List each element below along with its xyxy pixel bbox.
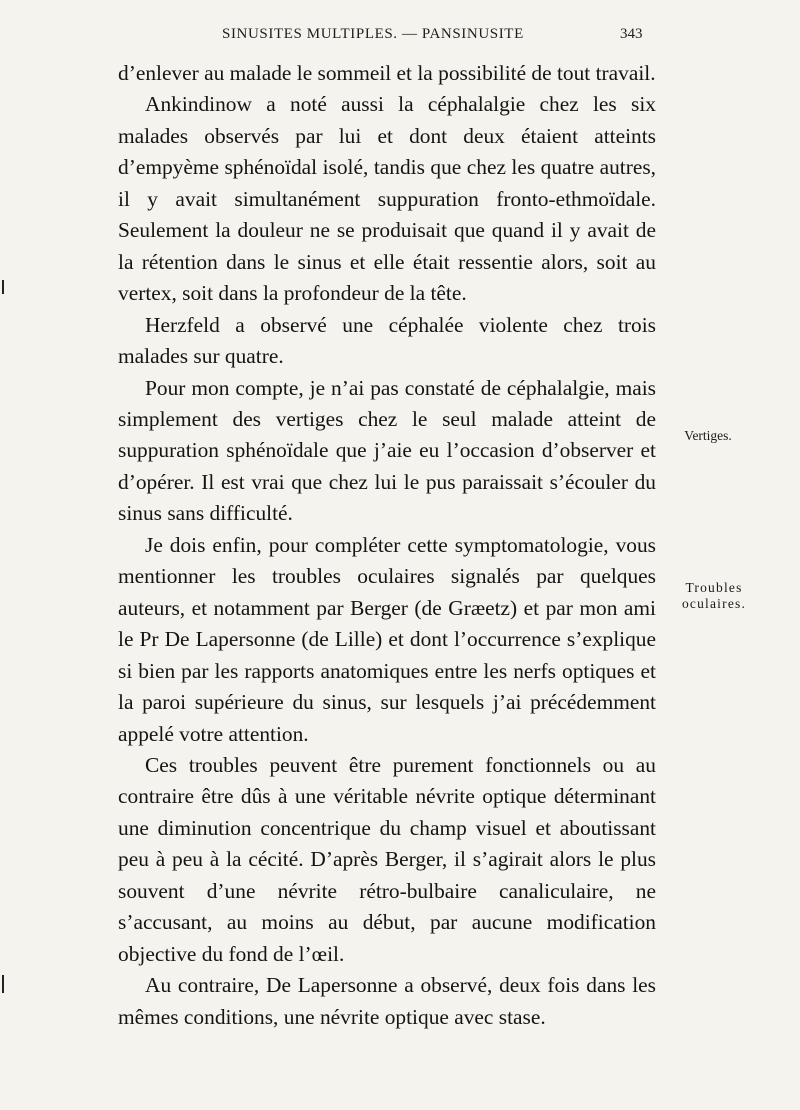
margin-note-troubles [664, 580, 764, 612]
paragraph: Je dois enfin, pour compléter cette symptomatologie, vous mentionner les troubles oculaires signalés par quelques auteurs, et notamment par Berger (de Græetz) et par mon ami le Pr De Lapersonne (de Lille) et dont l’occurrence s’explique si bien par les rapports anatomiques entre les nerfs optiques et la paroi supérieure du sinus, sur lesquels j’ai précédemment appelé votre attention. [118, 532, 656, 746]
margin-note-vertiges: Vertiges. [684, 428, 732, 443]
paragraph: Ankindinow a noté aussi la céphalalgie chez les six malades observés par lui et dont deux étaient atteints d’empyème sphénoïdal isolé, tandis que chez les quatre autres, il y avait simultanément suppuration fronto-ethmoïdale. Seulement la douleur ne se produisait que quand il y avait de la rétention dans le sinus et elle était ressentie alors, soit au vertex, soit dans la profondeur de la tête. [118, 92, 656, 306]
scan-edge-mark [2, 975, 4, 993]
margin-note-line: oculaires. [681, 596, 747, 611]
page-number: 343 [620, 26, 643, 42]
paragraph: Pour mon compte, je n’ai pas constaté de céphalalgie, mais simplement des vertiges chez le seul malade atteint de suppuration sphénoïdale que j’aie eu l’occasion d’observer et d’opérer. Il est vrai que chez lui le pus paraissait s’écouler du sinus sans difficulté. [118, 375, 656, 526]
paragraph: Herzfeld a observé une céphalée violente chez trois malades sur quatre. [118, 312, 656, 369]
scan-edge-mark [2, 280, 4, 294]
margin-note-line: Troubles [685, 580, 743, 595]
paragraph: Ces troubles peuvent être purement fonctionnels ou au contraire être dûs à une véritable névrite optique déterminant une diminution concentrique du champ visuel et aboutissant peu à peu à la cécité. D’après Berger, il s’agirait alors le plus souvent d’une névrite rétro-bulbaire canaliculaire, ne s’accusant, au moins au début, par aucune modification objective du fond de l’œil. [118, 752, 656, 966]
paragraph: d’enlever au malade le sommeil et la possibilité de tout travail. [118, 61, 656, 85]
body-text [118, 58, 656, 1033]
paragraph: Au contraire, De Lapersonne a observé, deux fois dans les mêmes conditions, une névrite optique avec stase. [118, 973, 656, 1029]
running-title: SINUSITES MULTIPLES. — PANSINUSITE [222, 26, 524, 42]
